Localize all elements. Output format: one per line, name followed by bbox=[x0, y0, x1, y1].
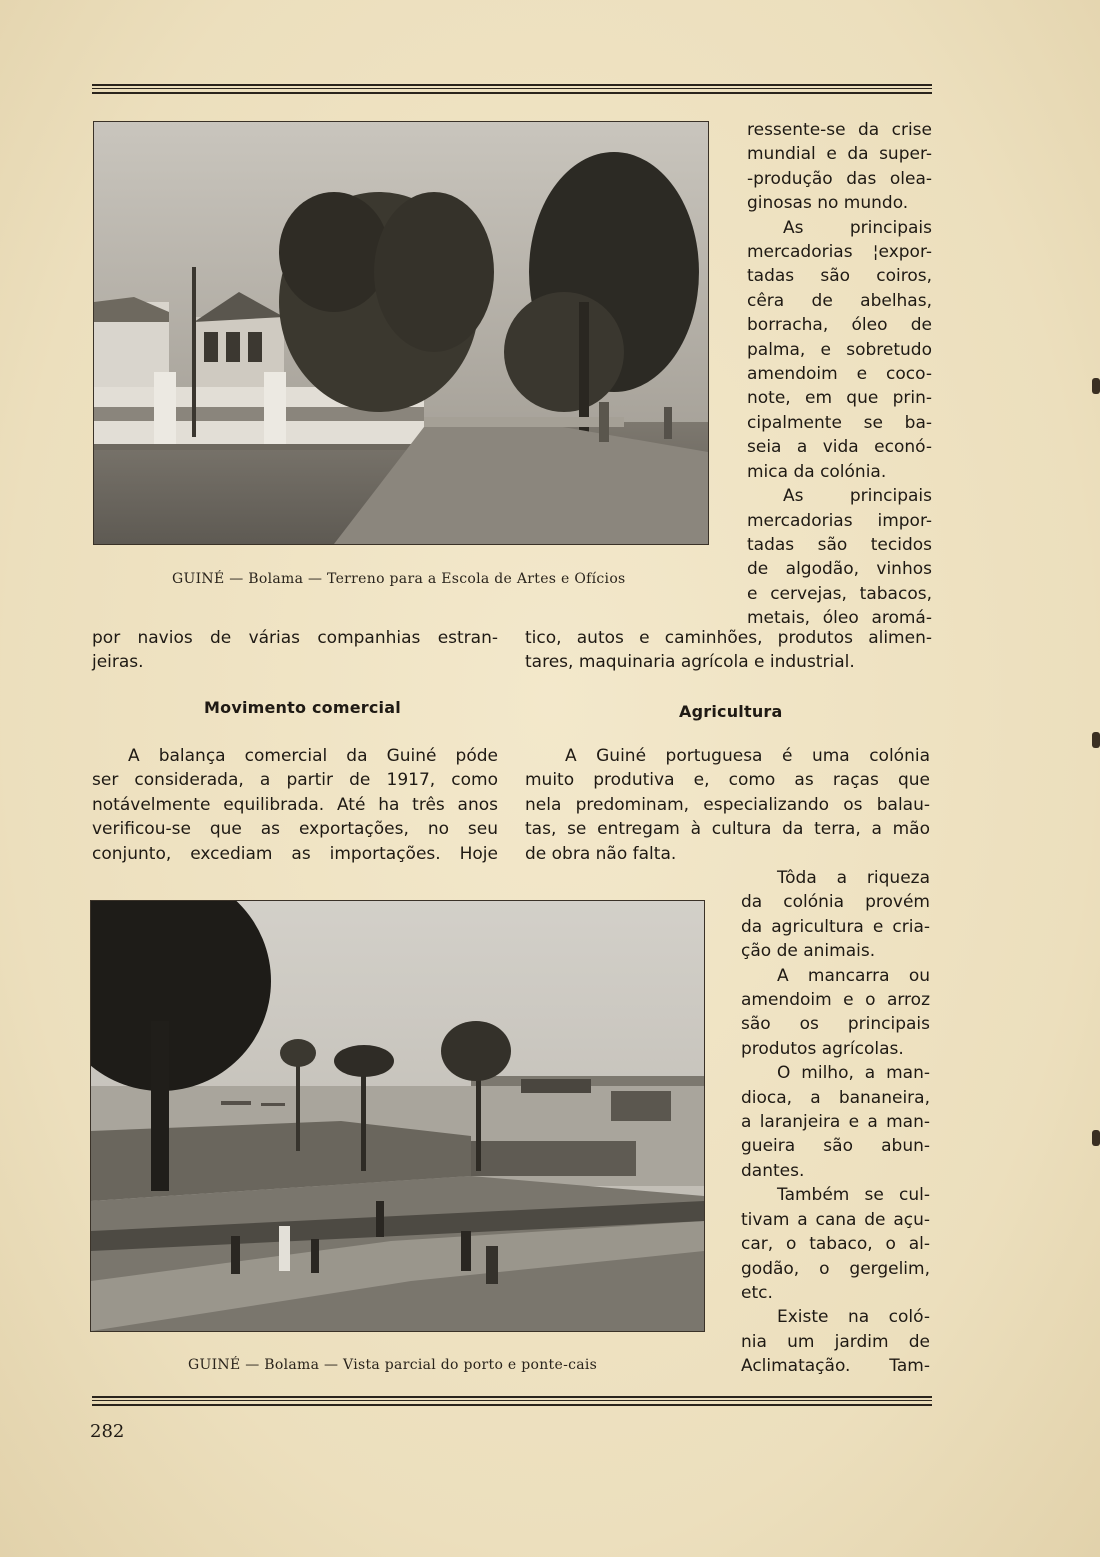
text-line: As principais bbox=[783, 217, 932, 238]
photo-bolama-terreno bbox=[93, 121, 709, 545]
right-lower-column bbox=[741, 866, 930, 1379]
text-line: seia a vida econó- bbox=[747, 437, 932, 458]
text-line: Aclimatação. Tam- bbox=[741, 1356, 930, 1377]
text-line: nia um jardim de bbox=[741, 1331, 930, 1352]
text-line: tico, autos e caminhões, produtos alimen- bbox=[525, 628, 932, 648]
heading-movimento-comercial: Movimento comercial bbox=[204, 698, 401, 717]
text-line: A balança comercial da Guiné póde bbox=[128, 746, 498, 766]
photo-bolama-porto bbox=[90, 900, 705, 1332]
text-line: mercadorias ¦expor- bbox=[747, 242, 932, 263]
text-line: dioca, a bananeira, bbox=[741, 1087, 930, 1108]
text-line: da agricultura e cria- bbox=[741, 916, 930, 937]
text-line: de algodão, vinhos bbox=[747, 559, 932, 580]
text-line: etc. bbox=[741, 1282, 773, 1303]
text-line: conjunto, excediam as importações. Hoje bbox=[92, 843, 498, 864]
text-line: Também se cul- bbox=[777, 1185, 930, 1206]
text-line: verificou-se que as exportações, no seu bbox=[92, 819, 498, 840]
agricultura-paragraph bbox=[525, 744, 930, 866]
binding-mark bbox=[1092, 1130, 1100, 1146]
text-line: notávelmente equilibrada. Até ha três anos bbox=[92, 794, 498, 815]
caption-bottom-photo: GUINÉ — Bolama — Vista parcial do porto e ponte-cais bbox=[188, 1357, 598, 1373]
text-line: amendoim e coco- bbox=[747, 364, 932, 385]
text-line: mercadorias impor- bbox=[747, 510, 932, 531]
text-line: muito produtiva e, como as raças que bbox=[525, 770, 930, 791]
text-line: da colónia provém bbox=[741, 892, 930, 913]
text-line: tadas são coiros, bbox=[747, 266, 932, 287]
text-line: -produção das olea- bbox=[747, 168, 932, 189]
text-line: palma, e sobretudo bbox=[747, 339, 932, 360]
text-line: são os principais bbox=[741, 1014, 930, 1035]
text-line: de obra não falta. bbox=[525, 843, 677, 864]
page-number: 282 bbox=[90, 1421, 125, 1442]
text-line: ressente-se da crise bbox=[747, 120, 932, 140]
text-line: note, em que prin- bbox=[747, 388, 932, 409]
heading-agricultura: Agricultura bbox=[679, 702, 783, 721]
binding-mark bbox=[1092, 378, 1100, 394]
text-line: mundial e da super- bbox=[747, 144, 932, 165]
text-line: gueira são abun- bbox=[741, 1136, 930, 1157]
text-line: Existe na coló- bbox=[777, 1307, 930, 1328]
text-line: Tôda a riqueza bbox=[777, 868, 930, 888]
text-line: godão, o gergelim, bbox=[741, 1258, 930, 1279]
text-line: cêra de abelhas, bbox=[747, 290, 932, 311]
text-line: mica da colónia. bbox=[747, 461, 887, 482]
text-line: ginosas no mundo. bbox=[747, 193, 909, 214]
text-line: jeiras. bbox=[92, 652, 144, 673]
text-line: tadas são tecidos bbox=[747, 534, 932, 555]
text-line: tivam a cana de açu- bbox=[741, 1209, 930, 1230]
text-line: a laranjeira e a man- bbox=[741, 1112, 930, 1133]
text-line: nela predominam, especializando os balau- bbox=[525, 794, 930, 815]
text-line: car, o tabaco, o al- bbox=[741, 1234, 930, 1255]
right-continuation bbox=[525, 626, 932, 675]
text-line: dantes. bbox=[741, 1160, 805, 1181]
text-line: produtos agrícolas. bbox=[741, 1038, 904, 1059]
text-line: borracha, óleo de bbox=[747, 315, 932, 336]
text-line: O milho, a man- bbox=[777, 1063, 930, 1084]
text-line: A Guiné portuguesa é uma colónia bbox=[565, 746, 930, 766]
text-line: ção de animais. bbox=[741, 941, 876, 962]
binding-mark bbox=[1092, 732, 1100, 748]
bottom-rule bbox=[92, 1396, 932, 1406]
text-line: tas, se entregam à cultura da terra, a mão bbox=[525, 819, 930, 840]
text-line: A mancarra ou bbox=[777, 965, 930, 986]
text-line: As principais bbox=[783, 486, 932, 507]
caption-top-photo: GUINÉ — Bolama — Terreno para a Escola de Artes e Ofícios bbox=[172, 571, 626, 587]
text-line: e cervejas, tabacos, bbox=[747, 583, 932, 604]
text-line: metais, óleo aromá- bbox=[747, 608, 932, 629]
top-rule bbox=[92, 84, 932, 94]
text-line: ser considerada, a partir de 1917, como bbox=[92, 770, 498, 791]
right-upper-column bbox=[747, 118, 932, 631]
left-paragraph bbox=[92, 744, 498, 866]
text-line: por navios de várias companhias estran- bbox=[92, 628, 498, 648]
text-line: cipalmente se ba- bbox=[747, 412, 932, 433]
text-line: amendoim e o arroz bbox=[741, 990, 930, 1011]
text-line: tares, maquinaria agrícola e industrial. bbox=[525, 652, 855, 673]
left-continuation bbox=[92, 626, 498, 675]
